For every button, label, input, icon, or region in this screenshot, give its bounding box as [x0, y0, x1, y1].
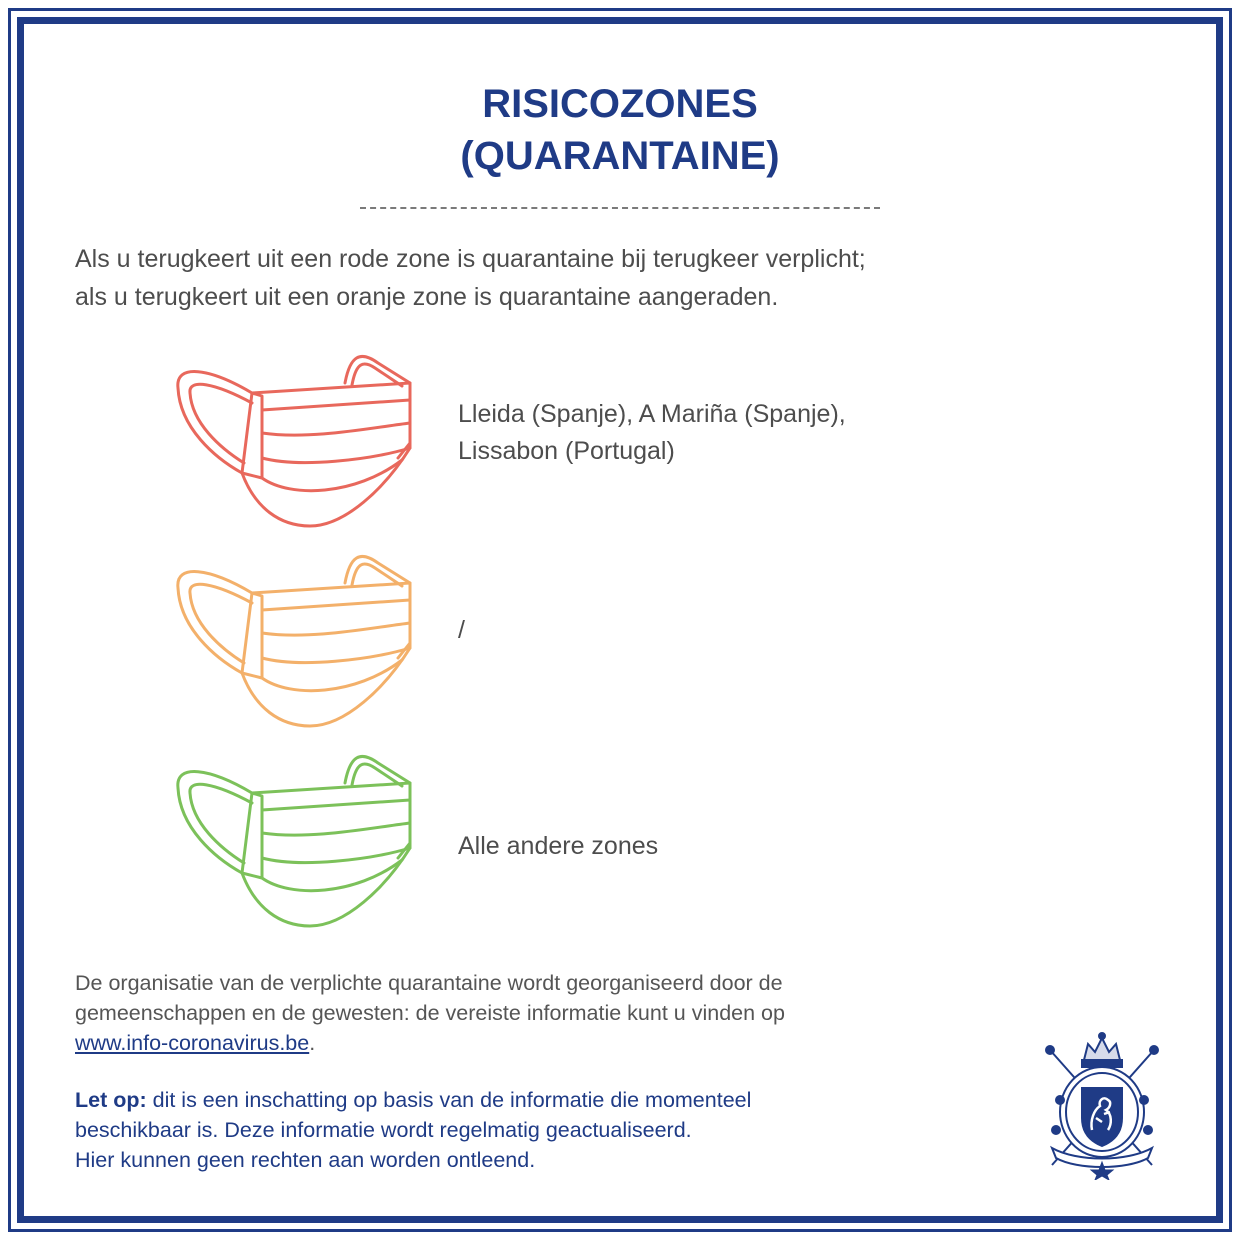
- page-title-line2: (QUARANTAINE): [460, 134, 780, 178]
- belgian-coat-of-arms-icon: [1032, 1030, 1172, 1180]
- intro-line1: Als u terugkeert uit een rode zone is quarantaine bij terugkeer verplicht;: [75, 245, 866, 273]
- note-label: Let op:: [75, 1088, 147, 1112]
- note-line1: [75, 1085, 1035, 1115]
- intro-line2: als u terugkeert uit een oranje zone is quarantaine aangeraden.: [75, 283, 779, 311]
- red-zone-text-line1: Lleida (Spanje), A Mariña (Spanje),: [458, 400, 846, 428]
- footer-link-suffix: .: [309, 1031, 316, 1055]
- info-coronavirus-link[interactable]: www.info-coronavirus.be: [75, 1031, 310, 1055]
- red-face-mask-icon: [170, 348, 420, 533]
- orange-face-mask-icon: [170, 548, 420, 733]
- red-zone-text-line2: Lissabon (Portugal): [458, 437, 675, 465]
- note-text-line1: dit is een inschatting op basis van de informatie die momenteel: [146, 1088, 752, 1112]
- footer-line2: gemeenschappen en de gewesten: de vereiste informatie kunt u vinden op: [75, 1001, 785, 1025]
- note-line2: beschikbaar is. Deze informatie wordt regelmatig geactualiseerd.: [75, 1118, 692, 1142]
- dashed-divider: [360, 207, 880, 209]
- orange-zone-text: /: [458, 616, 465, 644]
- green-face-mask-icon: [170, 748, 420, 933]
- green-zone-text: Alle andere zones: [458, 832, 659, 860]
- page-title-line1: RISICOZONES: [482, 82, 758, 126]
- footer-line1: De organisatie van de verplichte quarantaine wordt georganiseerd door de: [75, 971, 783, 995]
- note-line3: Hier kunnen geen rechten aan worden ontleend.: [75, 1148, 536, 1172]
- footer-line3: [75, 1028, 1035, 1058]
